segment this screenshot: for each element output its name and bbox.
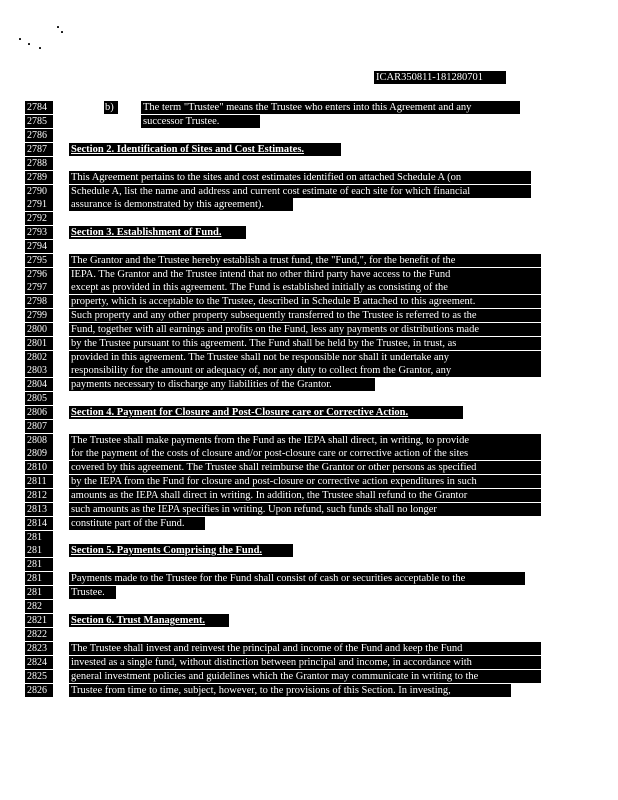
line-number: 2797: [25, 281, 53, 294]
line-number: 2826: [25, 684, 53, 697]
text-line: Fund, together with all earnings and profits on the Fund, less any payments or distributions made: [69, 323, 541, 336]
line-number: 281: [25, 544, 53, 557]
line-number: 2822: [25, 628, 53, 641]
text-line: general investment policies and guidelines which the Grantor may communicate in writing to the: [69, 670, 541, 683]
line-number: 2788: [25, 157, 53, 170]
line-number: 2808: [25, 434, 53, 447]
line-number: 2800: [25, 323, 53, 336]
line-number: 2793: [25, 226, 53, 239]
line-number: 2823: [25, 642, 53, 655]
line-number: 2786: [25, 129, 53, 142]
text-line: Trustee.: [69, 586, 116, 599]
line-number: 2824: [25, 656, 53, 669]
text-line: Schedule A, list the name and address and current cost estimate of each site for which financial: [69, 185, 531, 198]
line-number: 2792: [25, 212, 53, 225]
line-number: 2799: [25, 309, 53, 322]
text-line: by the IEPA from the Fund for closure and post-closure or corrective action expenditures in such: [69, 475, 541, 488]
line-number: 2787: [25, 143, 53, 156]
text-line: by the Trustee pursuant to this agreement. The Fund shall be held by the Trustee, in trust, as: [69, 337, 541, 350]
text-line: constitute part of the Fund.: [69, 517, 205, 530]
text-line: responsibility for the amount or adequacy of, nor any duty to collect from the Grantor, any: [69, 364, 541, 377]
section-heading: Section 2. Identification of Sites and Cost Estimates.: [69, 143, 341, 156]
text-line: successor Trustee.: [141, 115, 260, 128]
line-number: 281: [25, 558, 53, 571]
line-number: 2801: [25, 337, 53, 350]
line-number: 2813: [25, 503, 53, 516]
scan-speck: [61, 31, 63, 33]
scan-speck: [57, 26, 59, 28]
line-number: 2814: [25, 517, 53, 530]
section-heading: Section 4. Payment for Closure and Post-Closure care or Corrective Action.: [69, 406, 463, 419]
text-line: Payments made to the Trustee for the Fund shall consist of cash or securities acceptable to the: [69, 572, 525, 585]
line-number: 2785: [25, 115, 53, 128]
line-number: 281: [25, 572, 53, 585]
text-line: Trustee from time to time, subject, however, to the provisions of this Section. In investing,: [69, 684, 511, 697]
text-line: covered by this agreement. The Trustee shall reimburse the Grantor or other persons as specified: [69, 461, 541, 474]
line-number: 2811: [25, 475, 53, 488]
line-number: 2791: [25, 198, 53, 211]
section-heading: Section 6. Trust Management.: [69, 614, 229, 627]
text-line: except as provided in this agreement. The Fund is established initially as consisting of the: [69, 281, 541, 294]
line-number: 2803: [25, 364, 53, 377]
item-label: b): [104, 101, 118, 114]
line-number: 2784: [25, 101, 53, 114]
text-line: for the payment of the costs of closure and/or post-closure care or corrective action of the sites: [69, 447, 541, 460]
line-number: 2789: [25, 171, 53, 184]
line-number: 2806: [25, 406, 53, 419]
line-number: 2807: [25, 420, 53, 433]
text-line: The term "Trustee" means the Trustee who enters into this Agreement and any: [141, 101, 520, 114]
line-number: 2790: [25, 185, 53, 198]
line-number: 281: [25, 531, 53, 544]
text-line: This Agreement pertains to the sites and cost estimates identified on attached Schedule A (on: [69, 171, 531, 184]
text-line: property, which is acceptable to the Trustee, described in Schedule B attached to this agreement.: [69, 295, 541, 308]
text-line: such amounts as the IEPA specifies in writing. Upon refund, such funds shall no longer: [69, 503, 541, 516]
scan-speck: [19, 38, 21, 40]
text-line: assurance is demonstrated by this agreement).: [69, 198, 293, 211]
text-line: invested as a single fund, without distinction between principal and income, in accordance with: [69, 656, 541, 669]
line-number: 2802: [25, 351, 53, 364]
text-line: The Trustee shall make payments from the Fund as the IEPA shall direct, in writing, to provide: [69, 434, 541, 447]
text-line: The Grantor and the Trustee hereby establish a trust fund, the "Fund,", for the benefit of the: [69, 254, 541, 267]
line-number: 2798: [25, 295, 53, 308]
text-line: IEPA. The Grantor and the Trustee intend that no other third party have access to the Fund: [69, 268, 541, 281]
text-line: Such property and any other property subsequently transferred to the Trustee is referred to as the: [69, 309, 541, 322]
line-number: 2795: [25, 254, 53, 267]
scan-speck: [28, 43, 30, 45]
line-number: 282: [25, 600, 53, 613]
line-number: 2825: [25, 670, 53, 683]
text-line: payments necessary to discharge any liabilities of the Grantor.: [69, 378, 375, 391]
scan-speck: [39, 47, 41, 49]
line-number: 2805: [25, 392, 53, 405]
section-heading: Section 3. Establishment of Fund.: [69, 226, 246, 239]
text-line: The Trustee shall invest and reinvest the principal and income of the Fund and keep the Fund: [69, 642, 541, 655]
line-number: 2809: [25, 447, 53, 460]
scan-specks: [15, 22, 65, 52]
text-line: provided in this agreement. The Trustee shall not be responsible nor shall it undertake any: [69, 351, 541, 364]
document-id: ICAR350811-181280701: [374, 71, 506, 84]
line-number: 2821: [25, 614, 53, 627]
section-heading: Section 5. Payments Comprising the Fund.: [69, 544, 293, 557]
line-number: 2810: [25, 461, 53, 474]
line-number: 2796: [25, 268, 53, 281]
text-line: amounts as the IEPA shall direct in writing. In addition, the Trustee shall refund to the Grantor: [69, 489, 541, 502]
line-number: 2794: [25, 240, 53, 253]
line-number: 2804: [25, 378, 53, 391]
line-number: 281: [25, 586, 53, 599]
line-number: 2812: [25, 489, 53, 502]
